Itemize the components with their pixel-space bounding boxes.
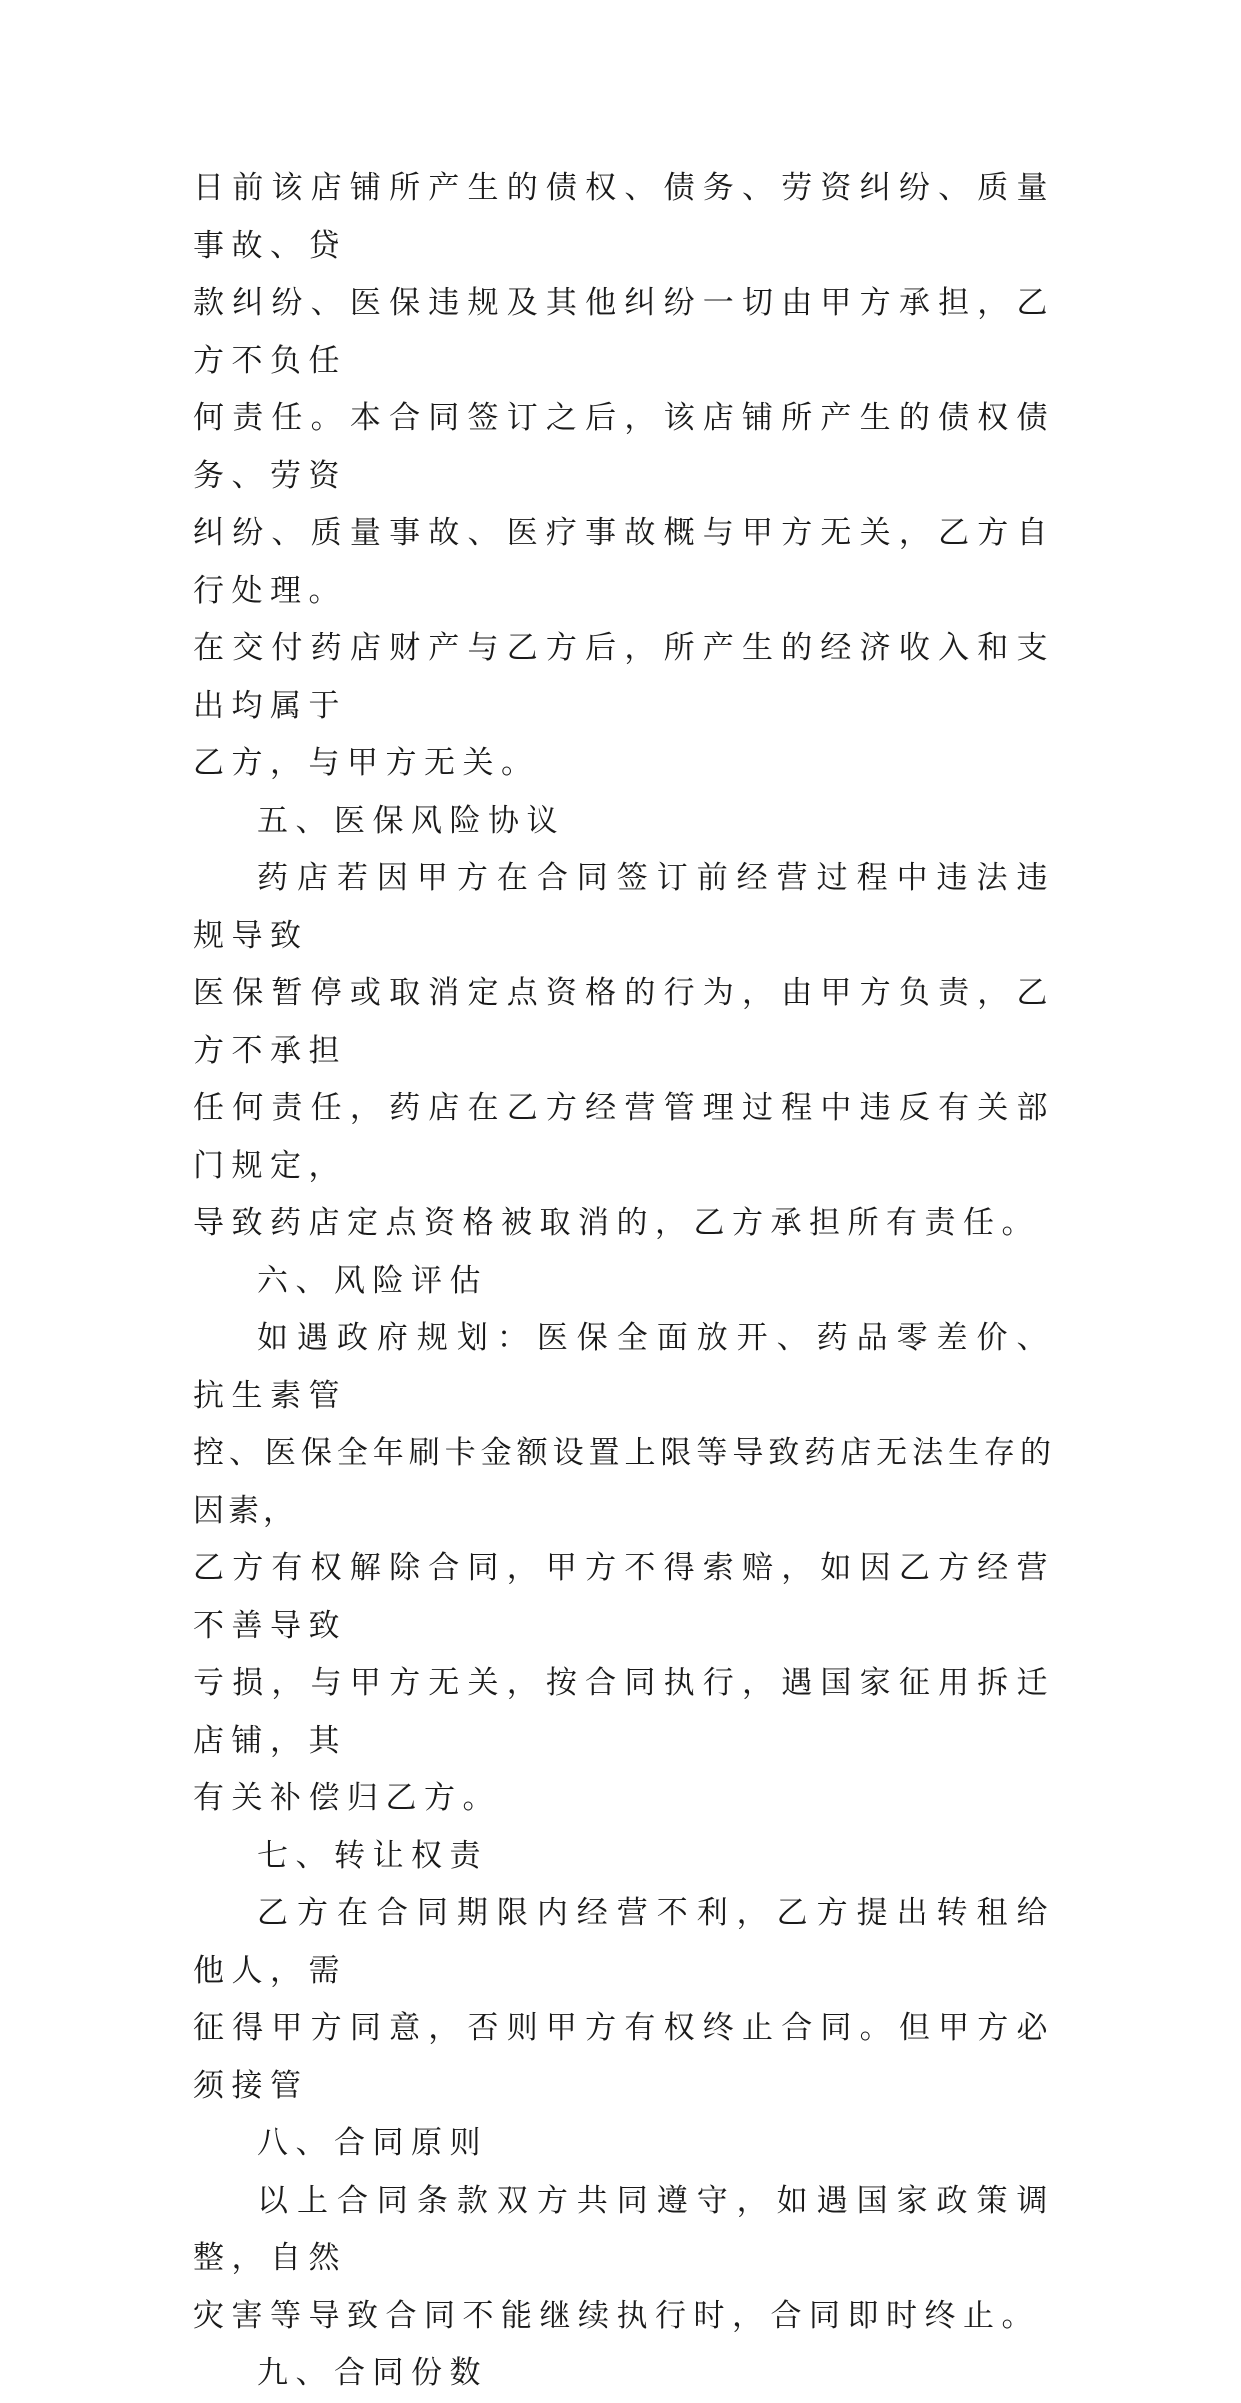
text-line: 有关补偿归乙方。 bbox=[193, 1780, 501, 1816]
section-heading-9 bbox=[193, 2345, 1055, 2403]
paragraph-transfer-rights bbox=[193, 1885, 1055, 2115]
text-line: 控、医保全年刷卡金额设置上限等导致药店无法生存的因素， bbox=[193, 1435, 1055, 1529]
heading-text: 六、风险评估 bbox=[257, 1262, 488, 1299]
section-heading-8 bbox=[193, 2115, 1055, 2173]
text-line: 如遇政府规划：医保全面放开、药品零差价、抗生素管 bbox=[193, 1320, 1055, 1414]
text-line: 导致药店定点资格被取消的，乙方承担所有责任。 bbox=[193, 1205, 1040, 1241]
text-line: 乙方有权解除合同，甲方不得索赔，如因乙方经营不善导致 bbox=[193, 1550, 1055, 1644]
text-line: 乙方在合同期限内经营不利，乙方提出转租给他人，需 bbox=[193, 1895, 1055, 1989]
text-line: 医保暂停或取消定点资格的行为，由甲方负责，乙方不承担 bbox=[193, 975, 1055, 1069]
section-heading-5 bbox=[193, 793, 1055, 851]
paragraph-liability bbox=[193, 160, 1055, 793]
text-line: 款纠纷、医保违规及其他纠纷一切由甲方承担，乙方不负任 bbox=[193, 285, 1055, 379]
text-line: 任何责任，药店在乙方经营管理过程中违反有关部门规定， bbox=[193, 1090, 1055, 1184]
text-line: 乙方，与甲方无关。 bbox=[193, 745, 540, 781]
paragraph-medical-insurance-risk bbox=[193, 850, 1055, 1253]
text-line: 亏损，与甲方无关，按合同执行，遇国家征用拆迁店铺，其 bbox=[193, 1665, 1055, 1759]
text-line: 以上合同条款双方共同遵守，如遇国家政策调整，自然 bbox=[193, 2182, 1055, 2276]
section-heading-7 bbox=[193, 1828, 1055, 1886]
heading-text: 九、合同份数 bbox=[257, 2355, 488, 2391]
text-line: 在交付药店财产与乙方后，所产生的经济收入和支出均属于 bbox=[193, 630, 1055, 724]
heading-text: 七、转让权责 bbox=[257, 1837, 488, 1874]
text-line: 纠纷、质量事故、医疗事故概与甲方无关，乙方自行处理。 bbox=[193, 515, 1055, 609]
text-line: 日前该店铺所产生的债权、债务、劳资纠纷、质量事故、贷 bbox=[193, 170, 1055, 264]
text-line: 灾害等导致合同不能继续执行时，合同即时终止。 bbox=[193, 2297, 1040, 2334]
text-line: 药店若因甲方在合同签订前经营过程中违法违规导致 bbox=[193, 860, 1055, 954]
heading-text: 五、医保风险协议 bbox=[257, 802, 565, 839]
paragraph-contract-principle bbox=[193, 2173, 1055, 2346]
heading-text: 八、合同原则 bbox=[257, 2125, 488, 2161]
text-line: 何责任。本合同签订之后，该店铺所产生的债权债务、劳资 bbox=[193, 400, 1055, 494]
section-heading-6 bbox=[193, 1253, 1055, 1311]
document-body bbox=[193, 160, 1055, 2403]
text-line: 征得甲方同意，否则甲方有权终止合同。但甲方必须接管 bbox=[193, 2010, 1055, 2104]
paragraph-risk-assessment bbox=[193, 1310, 1055, 1828]
